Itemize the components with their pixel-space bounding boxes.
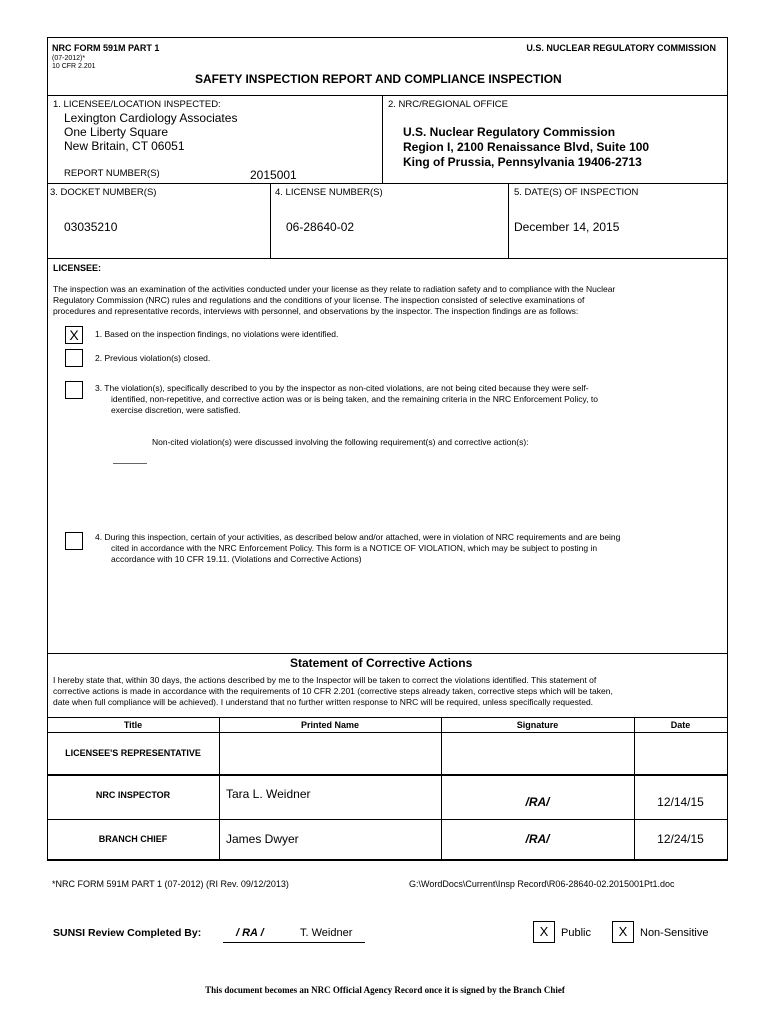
frame-top [47,37,728,38]
regional-line1: U.S. Nuclear Regulatory Commission [403,125,616,139]
corrective-line3: date when full compliance will be achieved). I understand that no further written response to NRC will be required, unless specifically requested. [53,697,594,707]
agency-name: U.S. NUCLEAR REGULATORY COMMISSION [526,43,716,53]
regional-line2: Region I, 2100 Renaissance Blvd, Suite 100 [403,140,650,154]
noncited-blank-line [113,463,147,464]
row2-divider-a [270,183,271,258]
license-value: 06-28640-02 [286,220,355,234]
sig-col-divider-1 [219,717,220,859]
finding-4-line3: accordance with 10 CFR 19.11. (Violations and Corrective Actions) [111,554,362,564]
corrective-heading: Statement of Corrective Actions [290,656,473,670]
row-branch-chief-signature: /RA/ [525,832,550,846]
corrective-line1: I hereby state that, within 30 days, the actions described by me to the Inspector will be taken to correct the violations identified. This statement of [53,675,597,685]
non-sensitive-label: Non-Sensitive [640,927,709,939]
regional-line3: King of Prussia, Pennsylvania 19406-2713 [403,155,642,169]
col-title-header: Title [123,720,143,730]
frame-bottom [47,859,728,861]
sunsi-label: SUNSI Review Completed By: [53,927,202,939]
row1-divider [382,95,383,183]
regional-office-label: 2. NRC/REGIONAL OFFICE [388,99,508,110]
form-cfr: 10 CFR 2.201 [52,63,96,70]
frame-right [727,37,728,860]
page-title: SAFETY INSPECTION REPORT AND COMPLIANCE INSPECTION [195,72,562,86]
footer-file-path: G:\WordDocs\Current\Insp Record\R06-28640-02.2015001Pt1.doc [409,879,675,889]
noncited-text: Non-cited violation(s) were discussed involving the following requirement(s) and corrective action(s): [152,437,529,447]
non-sensitive-checkbox[interactable]: X [612,921,634,943]
row-branch-chief-title: BRANCH CHIEF [98,834,168,844]
sig-row1-bottom [47,774,728,776]
row2-divider-b [508,183,509,258]
row-inspector-name: Tara L. Weidner [226,787,311,801]
sunsi-underline [223,942,365,943]
sunsi-signature: / RA / [236,927,264,939]
intro-line2: Regulatory Commission (NRC) rules and regulations and the conditions of your license. The inspection consisted of selective examinations of [53,295,585,305]
report-number-value: 2015001 [250,168,297,182]
licensee-heading: LICENSEE: [53,263,102,273]
finding-2-checkbox[interactable] [65,349,83,367]
footer-form-note: *NRC FORM 591M PART 1 (07-2012) (RI Rev. 09/12/2013) [52,879,289,889]
col-date-header: Date [670,720,691,730]
sunsi-reviewer-name: T. Weidner [300,927,353,939]
col-name-header: Printed Name [300,720,360,730]
row-branch-chief-name: James Dwyer [226,832,299,846]
row1-top [47,95,728,96]
public-checkbox[interactable]: X [533,921,555,943]
licensee-label: 1. LICENSEE/LOCATION INSPECTED: [53,99,221,110]
row-inspector-signature: /RA/ [525,795,550,809]
licensee-line2: One Liberty Square [64,125,169,139]
finding-4-checkbox[interactable] [65,532,83,550]
finding-3-line1: 3. The violation(s), specifically described to you by the inspector as non-cited violations, are not being cited because they were self- [95,383,589,393]
form-id: NRC FORM 591M PART 1 [52,43,160,53]
sig-header-bottom [47,732,728,733]
finding-2-text: 2. Previous violation(s) closed. [95,353,211,363]
docket-value: 03035210 [64,220,118,234]
report-number-label: REPORT NUMBER(S) [64,168,160,179]
public-label: Public [561,927,591,939]
licensee-line1: Lexington Cardiology Associates [64,111,238,125]
inspection-date-value: December 14, 2015 [514,220,620,234]
inspection-date-label: 5. DATE(S) OF INSPECTION [514,187,639,198]
intro-line3: procedures and representative records, interviews with personnel, and observations by the inspector. The inspection findings are as follows: [53,306,579,316]
row-licensee-title: LICENSEE'S REPRESENTATIVE [65,748,201,758]
finding-3-line2: identified, non-repetitive, and corrective action was or is being taken, and the remaining criteria in the NRC Enforcement Policy, to [111,394,598,404]
corrective-line2: corrective actions is made in accordance with the requirements of 10 CFR 2.201 (corrective steps already taken, corrective steps which will be taken, [53,686,613,696]
intro-line1: The inspection was an examination of the activities conducted under your license as they relate to radiation safety and to compliance with the Nuclear [53,284,616,294]
finding-1-checkbox[interactable]: X [65,326,83,344]
row2-top [47,183,728,184]
sig-header-top [47,717,728,718]
finding-3-checkbox[interactable] [65,381,83,399]
row3-top [47,258,728,259]
finding-4-line1: 4. During this inspection, certain of your activities, as described below and/or attached, were in violation of NRC requirements and are being [95,532,621,542]
docket-label: 3. DOCKET NUMBER(S) [50,187,157,198]
corrective-top [47,653,728,654]
sig-row2-bottom [47,819,728,820]
license-label: 4. LICENSE NUMBER(S) [275,187,383,198]
frame-left [47,37,48,860]
form-rev-date: (07-2012)* [52,55,86,62]
finding-1-text: 1. Based on the inspection findings, no violations were identified. [95,329,339,339]
col-signature-header: Signature [516,720,559,730]
licensee-line3: New Britain, CT 06051 [64,139,185,153]
row-inspector-date: 12/14/15 [657,795,704,809]
finding-4-line2: cited in accordance with the NRC Enforcement Policy. This form is a NOTICE OF VIOLATION, which may be subject to posting in [111,543,598,553]
finding-3-line3: exercise discretion, were satisfied. [111,405,241,415]
row-branch-chief-date: 12/24/15 [657,832,704,846]
row-inspector-title: NRC INSPECTOR [95,790,171,800]
official-record-note: This document becomes an NRC Official Agency Record once it is signed by the Branch Chief [205,985,565,995]
